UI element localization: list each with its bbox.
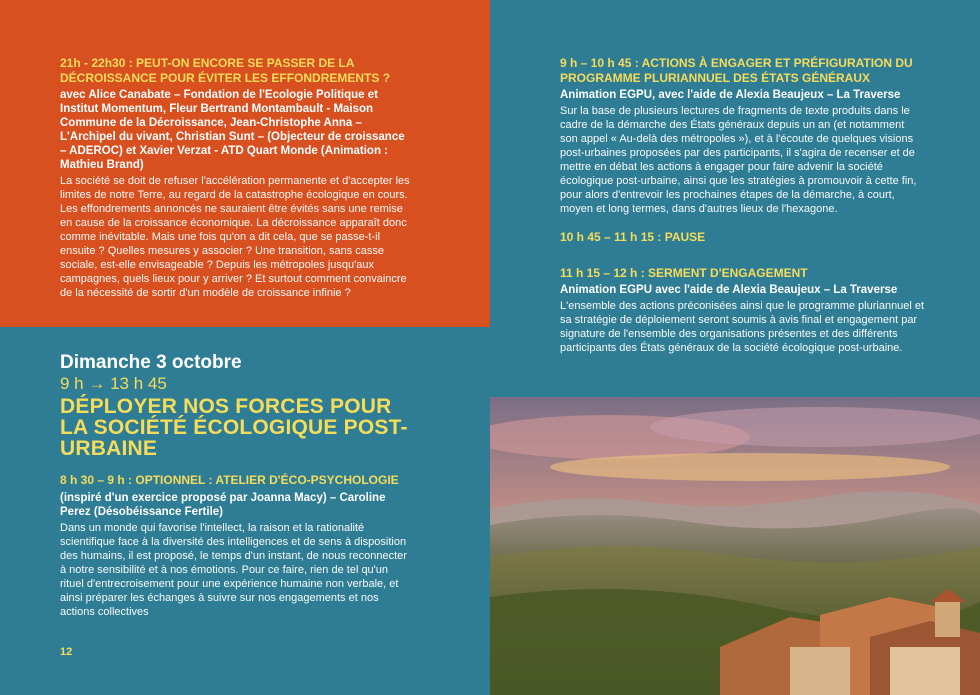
oath-session-body: L'ensemble des actions préconisées ainsi que le programme pluriannuel et sa stratégie de déploiement seront soumis à avis final et engagement par signature de l'ensemble des organisations présentes et des différents participants des États généraux de la société écologique post-urbaine. <box>560 300 925 354</box>
evening-session-heading: 21h - 22h30 : PEUT-ON ENCORE SE PASSER DE LA DÉCROISSANCE POUR ÉVITER LES EFFONDREMENTS ? <box>60 56 391 85</box>
sunday-section <box>60 352 410 619</box>
evening-session <box>60 56 410 300</box>
evening-session-speakers: avec Alice Canabate – Fondation de l'Ecologie Politique et Institut Momentum, Fleur Bertrand Montambault - Maison Commune de la Décroissance, Jean-Christophe Anna – L'Archipel du vivant, Christian Sunt – (Objecteur de croissance – ADEROC) et Xavier Verzat - ATD Quart Monde (Animation : Mathieu Brand) <box>60 89 405 171</box>
actions-session-sub: Animation EGPU, avec l'aide de Alexia Beaujeux – La Traverse <box>560 89 901 101</box>
ecopsy-session-heading: 8 h 30 – 9 h : OPTIONNEL : ATELIER D'ÉCO-PSYCHOLOGIE <box>60 473 399 487</box>
oath-session-sub: Animation EGPU avec l'aide de Alexia Beaujeux – La Traverse <box>560 284 898 296</box>
oath-session-heading: 11 h 15 – 12 h : SERMENT D'ENGAGEMENT <box>560 265 808 280</box>
evening-session-body: La société se doit de refuser l'accélération permanente et d'accepter les limites de notre Terre, au regard de la catastrophe écologique en cours. Les effondrements annoncés ne sauraient être évités sans une remise en cause de la croissance économique. La décroissance apparaît donc comme inévitable. Mais une fois qu'on a dit cela, que se passe-t-il ensuite ? Quelles mesures y associer ? Une transition, sans casse sociale, est-elle envisageable ? Depuis les métropoles jusqu'aux campagnes, quels lieux pour y arriver ? Et surtout comment convaincre de la nécessité de sortir d'un modèle de croissance infinie ? <box>60 175 410 299</box>
actions-session-body: Sur la base de plusieurs lectures de fragments de texte produits dans le cadre de la démarche des États généraux depuis un an (et notamment son appel « Au-delà des métropoles »), et à l'écoute de quelques visions post-urbaines proposées par des participants, il s'agira de recenser et de mettre en débat les actions à engager pour faire advenir la société écologique post-urbaine, ainsi que les stratégies à promouvoir à cette fin, pour alors d'entrevoir les prochaines étapes de la démarche, à court, moyen et long termes, dans d'autres lieux de l'hexagone. <box>560 105 917 215</box>
landscape-photo <box>490 397 980 695</box>
day-time-range: 9 h → 13 h 45 <box>60 374 167 393</box>
pause-heading: 10 h 45 – 11 h 15 : PAUSE <box>560 230 706 244</box>
page-number: 12 <box>60 646 73 658</box>
right-sessions <box>560 56 925 355</box>
actions-session-heading: 9 h – 10 h 45 : ACTIONS À ENGAGER ET PRÉFIGURATION DU PROGRAMME PLURIANNUEL DES ÉTATS GÉNÉRAUX <box>560 56 913 85</box>
day-title: Dimanche 3 octobre <box>60 352 242 373</box>
ecopsy-session-body: Dans un monde qui favorise l'intellect, la raison et la rationalité scientifique face à la diversité des intelligences et de sens à disposition des humains, il est proposé, le temps d'un instant, de nous reconnecter à notre sensibilité et à nos émotions. Pour ce faire, rien de tel qu'un rituel d'entrecroisement pour une expérience humaine non verbale, et ainsi préparer les échanges à suivre sur nos engagements et nos actions collectives <box>60 521 407 618</box>
section-title: DÉPLOYER NOS FORCES POUR LA SOCIÉTÉ ÉCOLOGIQUE POST-URBAINE <box>60 395 408 460</box>
ecopsy-session-sub: (inspiré d'un exercice proposé par Joanna Macy) – Caroline Perez (Désobéissance Fertile) <box>60 491 386 518</box>
